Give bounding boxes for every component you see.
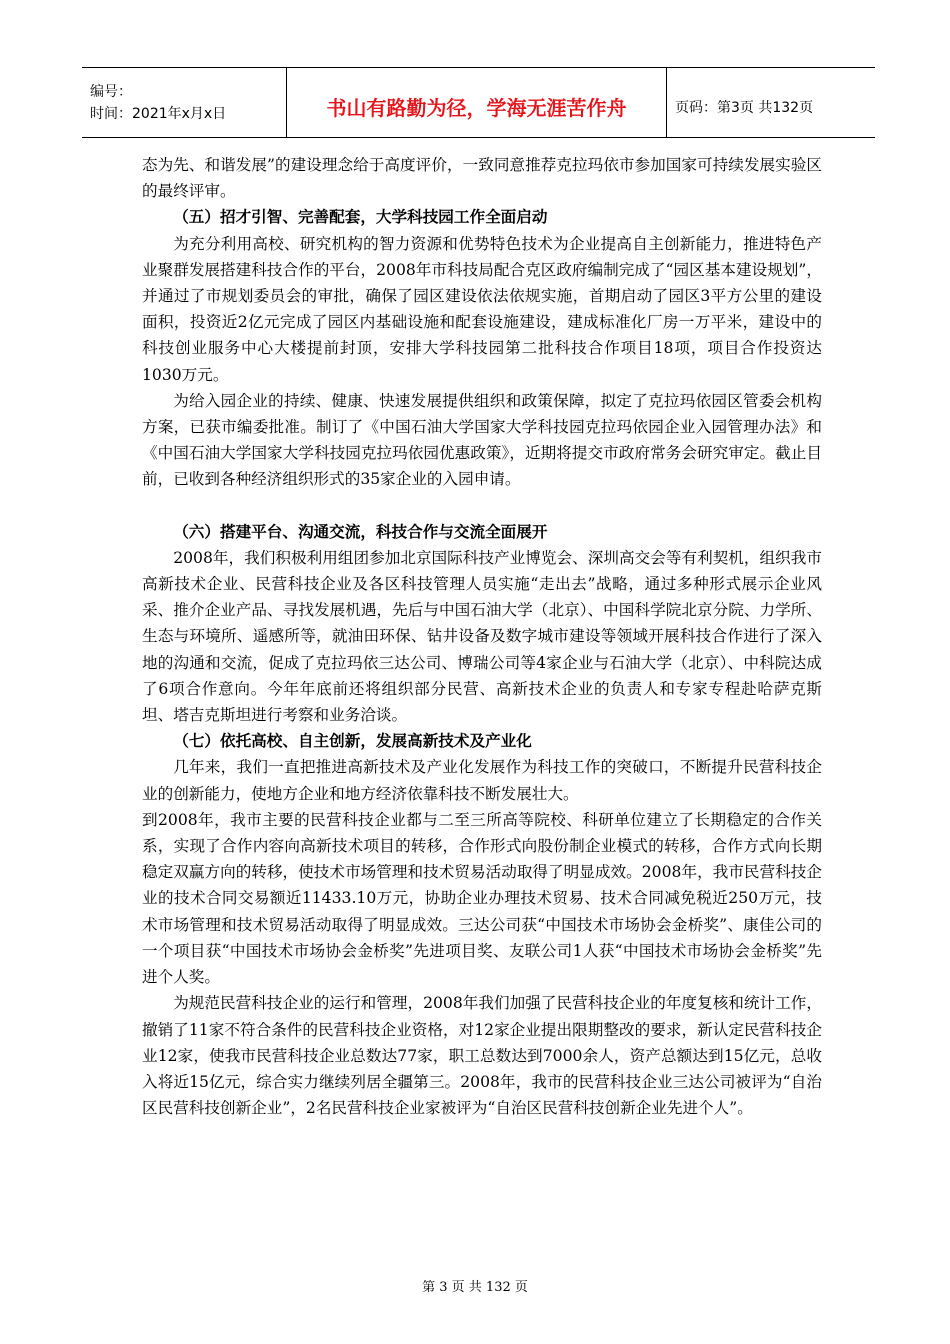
paragraph: 2008年，我们积极利用组团参加北京国际科技产业博览会、深圳高交会等有利契机，组织我市高新技术企业、民营科技企业及各区科技管理人员实施“走出去”战略，通过多种形式展示企业风采、推介企业产品、寻找发展机遇，先后与中国石油大学（北京）、中国科学院北京分院、力学所、生态与环境所、遥感所等，就油田环保、钻井设备及数字城市建设等领域开展科技合作进行了深入地的沟通和交流，促成了克拉玛依三达公司、博瑞公司等4家企业与石油大学（北京）、中科院达成了6项合作意向。今年年底前还将组织部分民营、高新技术企业的负责人和专家专程赴哈萨克斯坦、塔吉克斯坦进行考察和业务洽谈。: [142, 548, 822, 725]
section-heading: （五）招才引智、完善配套，大学科技园工作全面启动: [173, 208, 548, 227]
document-body: [142, 152, 822, 1121]
paragraph: 为给入园企业的持续、健康、快速发展提供组织和政策保障，拟定了克拉玛依园区管委会机构方案，已获市编委批准。制订了《中国石油大学国家大学科技园克拉玛依园企业入园管理办法》和《中国石油大学国家大学科技园克拉玛依园优惠政策》，近期将提交市政府常务会研究审定。截止目前，已收到各种经济组织形式的35家企业的入园申请。: [142, 391, 822, 489]
document-number-label: 编号：: [90, 83, 132, 100]
document-time-label: 时间：2021年x月x日: [90, 105, 227, 122]
paragraph: 为规范民营科技企业的运行和管理，2008年我们加强了民营科技企业的年度复核和统计工作，撤销了11家不符合条件的民营科技企业资格，对12家企业提出限期整改的要求，新认定民营科技企业12家，使我市民营科技企业总数达77家，职工总数达到7000余人，资产总额达到15亿元，总收入将近15亿元，综合实力继续列居全疆第三。2008年，我市的民营科技企业三达公司被评为“自治区民营科技创新企业”，2名民营科技企业家被评为“自治区民营科技创新企业先进个人”。: [142, 994, 822, 1118]
paragraph: 到2008年，我市主要的民营科技企业都与二至三所高等院校、科研单位建立了长期稳定的合作关系，实现了合作内容向高新技术项目的转移，合作形式向股份制企业模式的转移，合作方式向长期稳定双赢方向的转移，使技术市场管理和技术贸易活动取得了明显成效。2008年，我市民营科技企业的技术合同交易额近11433.10万元，协助企业办理技术贸易、技术合同减免税近250万元，技术市场管理和技术贸易活动取得了明显成效。三达公司获“中国技术市场协会金桥奖”、康佳公司的一个项目获“中国技术市场协会金桥奖”先进项目奖、友联公司1人获“中国技术市场协会金桥奖”先进个人奖。: [142, 810, 822, 987]
header-meta: [82, 68, 287, 137]
page-footer: 第 3 页 共 132 页: [422, 1280, 528, 1295]
header-motto: 书山有路勤为径，学海无涯苦作舟: [287, 68, 667, 137]
section-heading: （六）搭建平台、沟通交流，科技合作与交流全面展开: [173, 522, 548, 541]
section-heading: （七）依托高校、自主创新，发展高新技术及产业化: [173, 732, 532, 751]
blank-line: [142, 493, 822, 519]
paragraph: 为充分利用高校、研究机构的智力资源和优势特色技术为企业提高自主创新能力，推进特色产业聚群发展搭建科技合作的平台，2008年市科技局配合克区政府编制完成了“园区基本建设规划”，并通过了市规划委员会的审批，确保了园区建设依法依规实施，首期启动了园区3平方公里的建设面积，投资近2亿元完成了园区内基础设施和配套设施建设，建成标准化厂房一万平米，建设中的科技创业服务中心大楼提前封顶，安排大学科技园第二批科技合作项目18项，项目合作投资达1030万元。: [142, 234, 822, 384]
header-page-info: 页码：第3页 共132页: [675, 99, 814, 116]
paragraph: 态为先、和谐发展”的建设理念给于高度评价，一致同意推荐克拉玛依市参加国家可持续发展实验区的最终评审。: [142, 156, 822, 201]
page-header: [82, 67, 875, 138]
paragraph: 几年来，我们一直把推进高新技术及产业化发展作为科技工作的突破口，不断提升民营科技企业的创新能力，使地方企业和地方经济依靠科技不断发展壮大。: [142, 758, 822, 803]
